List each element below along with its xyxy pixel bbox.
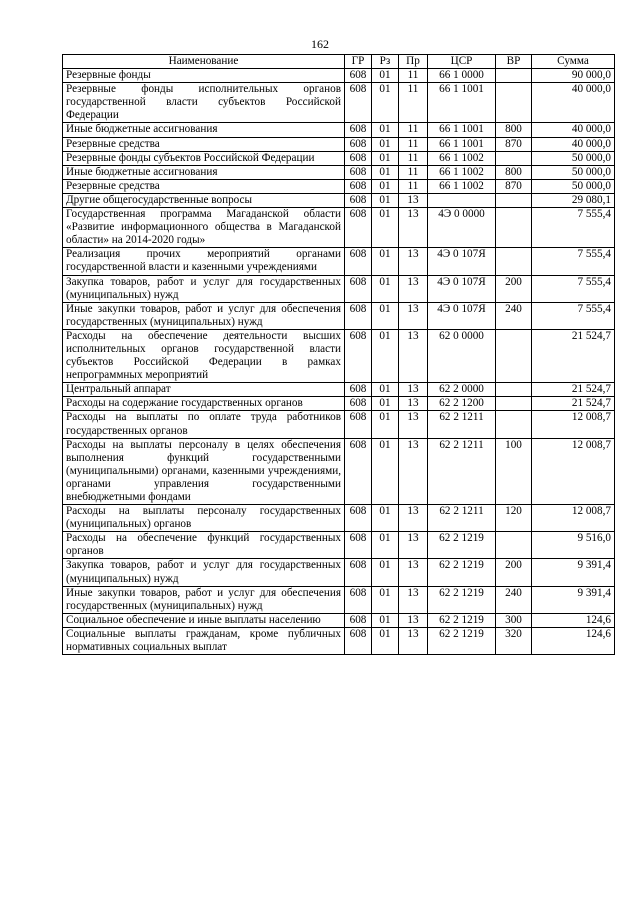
- cell-rz: 01: [372, 179, 399, 193]
- table-row: [63, 438, 615, 504]
- cell-vr: 240: [496, 586, 532, 613]
- cell-csr: 66 1 1002: [428, 165, 496, 179]
- cell-name: Закупка товаров, работ и услуг для государственных (муниципальных) нужд: [63, 275, 345, 302]
- cell-csr: 62 2 1219: [428, 586, 496, 613]
- header-pr: Пр: [399, 55, 428, 69]
- cell-rz: 01: [372, 532, 399, 559]
- cell-rz: 01: [372, 165, 399, 179]
- cell-gr: 608: [345, 586, 372, 613]
- cell-gr: 608: [345, 179, 372, 193]
- cell-vr: [496, 383, 532, 397]
- cell-sum: 21 524,7: [532, 383, 615, 397]
- budget-table: [62, 54, 615, 655]
- table-row: [63, 123, 615, 137]
- cell-gr: 608: [345, 613, 372, 627]
- cell-sum: 40 000,0: [532, 137, 615, 151]
- cell-gr: 608: [345, 505, 372, 532]
- cell-gr: 608: [345, 193, 372, 207]
- cell-vr: 320: [496, 627, 532, 654]
- cell-rz: 01: [372, 69, 399, 83]
- cell-rz: 01: [372, 83, 399, 123]
- cell-gr: 608: [345, 302, 372, 329]
- cell-name: Реализация прочих мероприятий органами государственной власти и казенными учреждениями: [63, 248, 345, 275]
- cell-csr: 62 2 1200: [428, 397, 496, 411]
- table-row: [63, 193, 615, 207]
- cell-name: Иные бюджетные ассигнования: [63, 165, 345, 179]
- cell-csr: 62 2 1219: [428, 627, 496, 654]
- cell-vr: [496, 248, 532, 275]
- cell-csr: 62 2 1211: [428, 411, 496, 438]
- cell-gr: 608: [345, 123, 372, 137]
- cell-rz: 01: [372, 329, 399, 382]
- cell-csr: 66 1 1002: [428, 179, 496, 193]
- cell-name: Центральный аппарат: [63, 383, 345, 397]
- cell-sum: 7 555,4: [532, 248, 615, 275]
- cell-csr: 62 2 1211: [428, 438, 496, 504]
- cell-gr: 608: [345, 627, 372, 654]
- table-row: [63, 165, 615, 179]
- table-row: [63, 275, 615, 302]
- cell-name: Резервные фонды: [63, 69, 345, 83]
- cell-gr: 608: [345, 208, 372, 248]
- cell-rz: 01: [372, 411, 399, 438]
- header-csr: ЦСР: [428, 55, 496, 69]
- page-number: 162: [311, 37, 329, 51]
- cell-sum: 21 524,7: [532, 329, 615, 382]
- cell-csr: 66 1 1002: [428, 151, 496, 165]
- cell-name: Резервные фонды субъектов Российской Федерации: [63, 151, 345, 165]
- cell-vr: [496, 83, 532, 123]
- cell-vr: 100: [496, 438, 532, 504]
- cell-pr: 13: [399, 302, 428, 329]
- cell-pr: 13: [399, 383, 428, 397]
- cell-csr: 4Э 0 107Я: [428, 248, 496, 275]
- table-row: [63, 383, 615, 397]
- cell-vr: 300: [496, 613, 532, 627]
- header-sum: Сумма: [532, 55, 615, 69]
- cell-vr: [496, 69, 532, 83]
- cell-pr: 13: [399, 208, 428, 248]
- cell-sum: 7 555,4: [532, 208, 615, 248]
- cell-rz: 01: [372, 613, 399, 627]
- cell-rz: 01: [372, 208, 399, 248]
- cell-name: Резервные средства: [63, 179, 345, 193]
- cell-sum: 12 008,7: [532, 438, 615, 504]
- cell-sum: 40 000,0: [532, 83, 615, 123]
- table-row: [63, 559, 615, 586]
- cell-gr: 608: [345, 329, 372, 382]
- cell-gr: 608: [345, 83, 372, 123]
- cell-vr: 800: [496, 123, 532, 137]
- cell-sum: 12 008,7: [532, 505, 615, 532]
- table-row: [63, 411, 615, 438]
- cell-gr: 608: [345, 275, 372, 302]
- cell-vr: 870: [496, 179, 532, 193]
- cell-gr: 608: [345, 151, 372, 165]
- table-row: [63, 83, 615, 123]
- cell-gr: 608: [345, 438, 372, 504]
- table-row: [63, 248, 615, 275]
- cell-pr: 13: [399, 559, 428, 586]
- cell-pr: 13: [399, 329, 428, 382]
- table-row: [63, 302, 615, 329]
- cell-csr: 62 2 1211: [428, 505, 496, 532]
- table-row: [63, 627, 615, 654]
- cell-sum: 7 555,4: [532, 275, 615, 302]
- cell-pr: 11: [399, 151, 428, 165]
- cell-gr: 608: [345, 137, 372, 151]
- cell-vr: 200: [496, 275, 532, 302]
- cell-vr: 200: [496, 559, 532, 586]
- cell-pr: 13: [399, 275, 428, 302]
- cell-csr: 4Э 0 107Я: [428, 302, 496, 329]
- cell-rz: 01: [372, 123, 399, 137]
- table-row: [63, 179, 615, 193]
- cell-rz: 01: [372, 397, 399, 411]
- cell-rz: 01: [372, 275, 399, 302]
- cell-name: Расходы на содержание государственных органов: [63, 397, 345, 411]
- cell-pr: 11: [399, 123, 428, 137]
- cell-name: Иные закупки товаров, работ и услуг для обеспечения государственных (муниципальных) нужд: [63, 586, 345, 613]
- cell-vr: 120: [496, 505, 532, 532]
- table-row: [63, 151, 615, 165]
- cell-vr: [496, 411, 532, 438]
- cell-name: Расходы на выплаты по оплате труда работников государственных органов: [63, 411, 345, 438]
- cell-vr: [496, 532, 532, 559]
- cell-pr: 13: [399, 505, 428, 532]
- cell-pr: 13: [399, 397, 428, 411]
- cell-pr: 11: [399, 69, 428, 83]
- cell-pr: 11: [399, 83, 428, 123]
- cell-rz: 01: [372, 137, 399, 151]
- table-row: [63, 397, 615, 411]
- cell-gr: 608: [345, 248, 372, 275]
- cell-sum: 50 000,0: [532, 165, 615, 179]
- cell-rz: 01: [372, 302, 399, 329]
- cell-csr: 62 2 1219: [428, 532, 496, 559]
- cell-sum: 7 555,4: [532, 302, 615, 329]
- cell-sum: 124,6: [532, 627, 615, 654]
- cell-rz: 01: [372, 151, 399, 165]
- cell-name: Резервные фонды исполнительных органов государственной власти субъектов Российской Федерации: [63, 83, 345, 123]
- table-row: [63, 532, 615, 559]
- table-row: [63, 613, 615, 627]
- header-name: Наименование: [63, 55, 345, 69]
- cell-rz: 01: [372, 586, 399, 613]
- cell-vr: [496, 151, 532, 165]
- cell-name: Расходы на обеспечение функций государственных органов: [63, 532, 345, 559]
- cell-name: Резервные средства: [63, 137, 345, 151]
- cell-vr: 870: [496, 137, 532, 151]
- cell-rz: 01: [372, 248, 399, 275]
- table-row: [63, 586, 615, 613]
- cell-rz: 01: [372, 505, 399, 532]
- cell-csr: 66 1 1001: [428, 123, 496, 137]
- table-header-row: [63, 55, 615, 69]
- cell-sum: 124,6: [532, 613, 615, 627]
- cell-pr: 13: [399, 586, 428, 613]
- cell-csr: 4Э 0 0000: [428, 208, 496, 248]
- table-row: [63, 137, 615, 151]
- cell-name: Закупка товаров, работ и услуг для государственных (муниципальных) нужд: [63, 559, 345, 586]
- cell-pr: 11: [399, 137, 428, 151]
- cell-vr: 240: [496, 302, 532, 329]
- cell-sum: 9 391,4: [532, 559, 615, 586]
- table-row: [63, 505, 615, 532]
- cell-sum: 90 000,0: [532, 69, 615, 83]
- cell-vr: [496, 208, 532, 248]
- cell-sum: 40 000,0: [532, 123, 615, 137]
- cell-sum: 29 080,1: [532, 193, 615, 207]
- cell-vr: [496, 193, 532, 207]
- cell-rz: 01: [372, 627, 399, 654]
- cell-name: Другие общегосударственные вопросы: [63, 193, 345, 207]
- cell-pr: 11: [399, 179, 428, 193]
- cell-name: Социальное обеспечение и иные выплаты населению: [63, 613, 345, 627]
- cell-pr: 13: [399, 613, 428, 627]
- cell-name: Иные закупки товаров, работ и услуг для обеспечения государственных (муниципальных) нужд: [63, 302, 345, 329]
- table-body: [63, 69, 615, 655]
- cell-gr: 608: [345, 532, 372, 559]
- cell-name: Расходы на обеспечение деятельности высших исполнительных органов государственной власти субъектов Российской Федерации в рамках непрограммных мероприятий: [63, 329, 345, 382]
- cell-csr: [428, 193, 496, 207]
- cell-sum: 50 000,0: [532, 179, 615, 193]
- cell-csr: 66 1 0000: [428, 69, 496, 83]
- cell-rz: 01: [372, 193, 399, 207]
- cell-name: Социальные выплаты гражданам, кроме публичных нормативных социальных выплат: [63, 627, 345, 654]
- header-gr: ГР: [345, 55, 372, 69]
- cell-sum: 12 008,7: [532, 411, 615, 438]
- cell-csr: 66 1 1001: [428, 83, 496, 123]
- table-row: [63, 329, 615, 382]
- cell-sum: 9 391,4: [532, 586, 615, 613]
- cell-pr: 13: [399, 532, 428, 559]
- cell-name: Расходы на выплаты персоналу государственных (муниципальных) органов: [63, 505, 345, 532]
- cell-rz: 01: [372, 559, 399, 586]
- header-vr: ВР: [496, 55, 532, 69]
- cell-gr: 608: [345, 559, 372, 586]
- cell-sum: 50 000,0: [532, 151, 615, 165]
- table-row: [63, 69, 615, 83]
- cell-csr: 66 1 1001: [428, 137, 496, 151]
- header-rz: Рз: [372, 55, 399, 69]
- cell-csr: 62 2 0000: [428, 383, 496, 397]
- cell-gr: 608: [345, 69, 372, 83]
- cell-name: Государственная программа Магаданской области «Развитие информационного общества в Магаданской области» на 2014-2020 годы»: [63, 208, 345, 248]
- cell-sum: 21 524,7: [532, 397, 615, 411]
- cell-name: Расходы на выплаты персоналу в целях обеспечения выполнения функций государственными (муниципальными) органами, казенными учреждениями, органами управления государственными внебюджетными фондами: [63, 438, 345, 504]
- cell-name: Иные бюджетные ассигнования: [63, 123, 345, 137]
- cell-pr: 13: [399, 411, 428, 438]
- cell-csr: 62 2 1219: [428, 559, 496, 586]
- cell-vr: 800: [496, 165, 532, 179]
- cell-vr: [496, 329, 532, 382]
- cell-rz: 01: [372, 438, 399, 504]
- table-row: [63, 208, 615, 248]
- cell-gr: 608: [345, 397, 372, 411]
- cell-gr: 608: [345, 383, 372, 397]
- cell-vr: [496, 397, 532, 411]
- cell-pr: 13: [399, 193, 428, 207]
- cell-gr: 608: [345, 165, 372, 179]
- cell-sum: 9 516,0: [532, 532, 615, 559]
- cell-gr: 608: [345, 411, 372, 438]
- cell-pr: 13: [399, 248, 428, 275]
- cell-csr: 62 2 1219: [428, 613, 496, 627]
- cell-csr: 4Э 0 107Я: [428, 275, 496, 302]
- cell-csr: 62 0 0000: [428, 329, 496, 382]
- cell-pr: 13: [399, 627, 428, 654]
- cell-rz: 01: [372, 383, 399, 397]
- cell-pr: 13: [399, 438, 428, 504]
- cell-pr: 11: [399, 165, 428, 179]
